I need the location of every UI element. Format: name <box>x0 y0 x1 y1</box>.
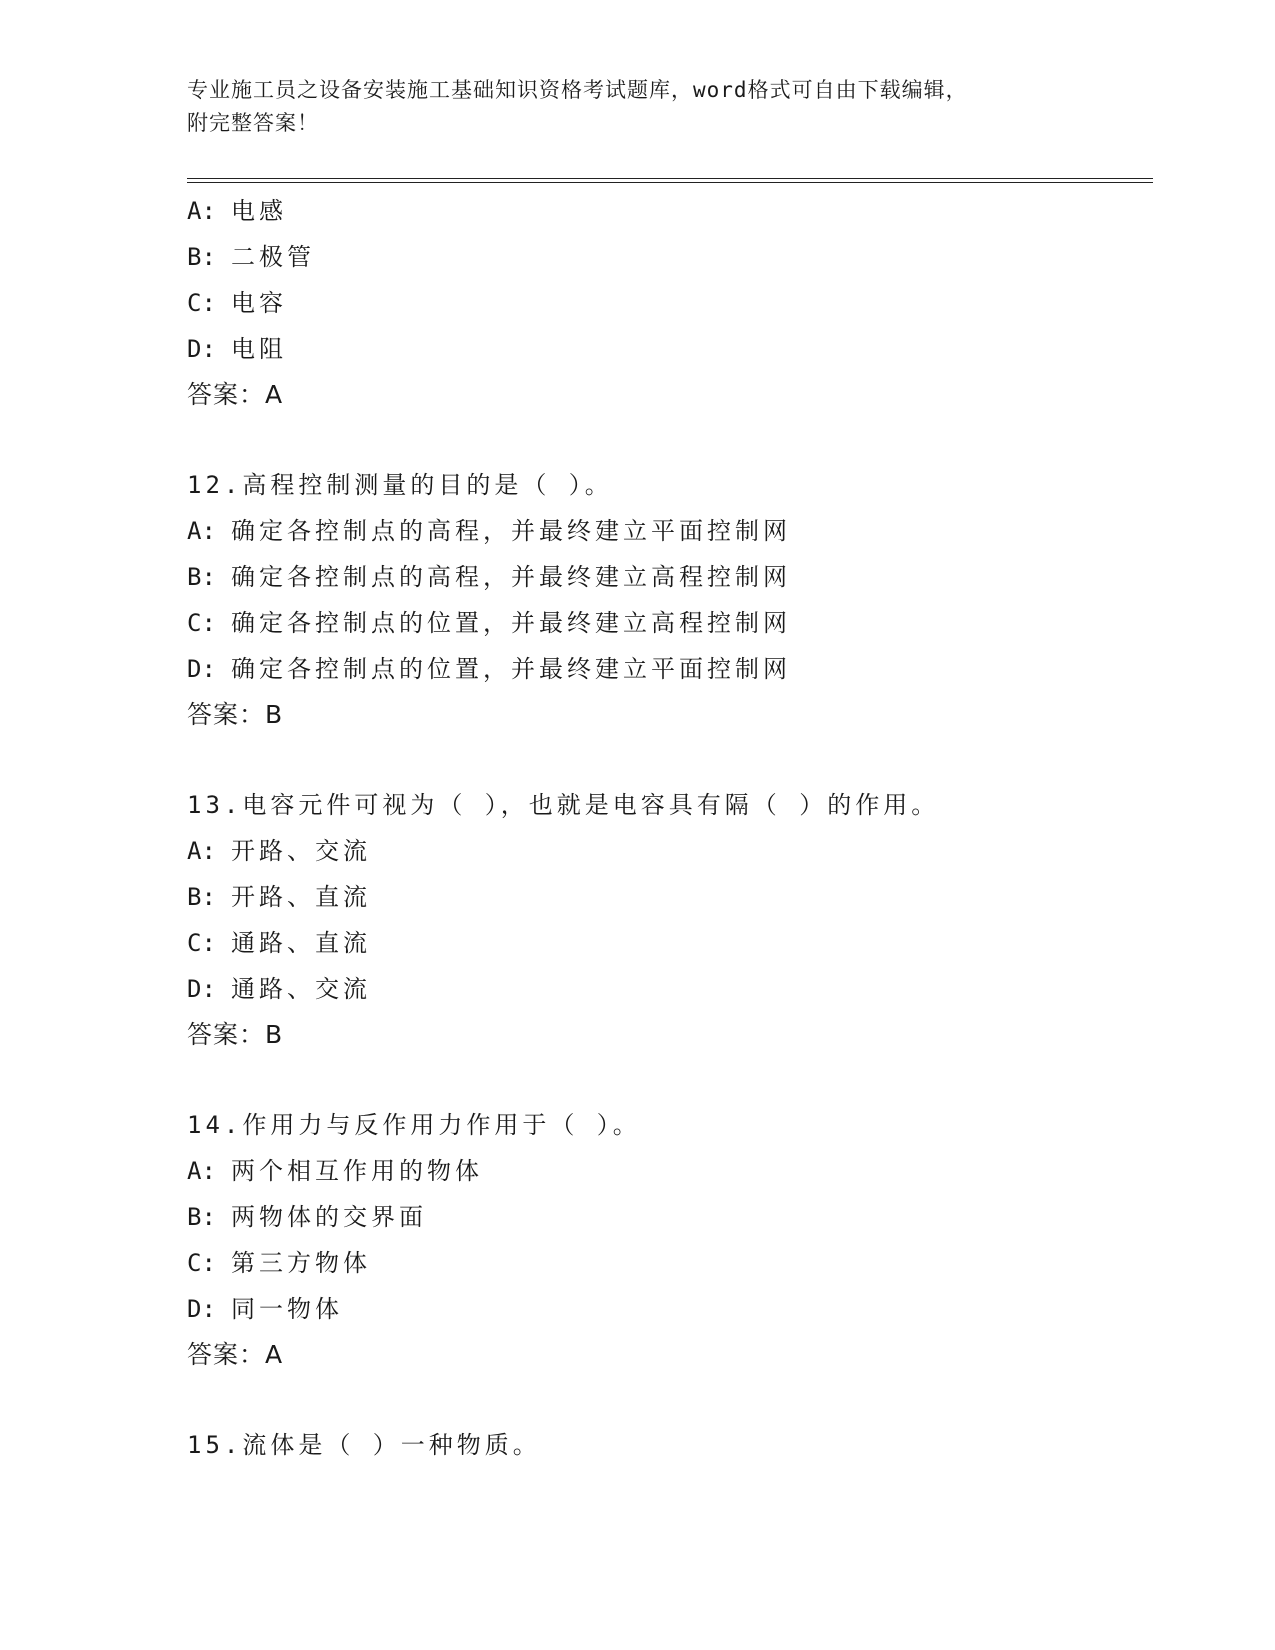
option-key: B: <box>187 1203 216 1231</box>
option-d <box>187 966 1153 1012</box>
option-key: D: <box>187 1295 216 1323</box>
option-key: D: <box>187 335 216 363</box>
option-c <box>187 1240 1153 1286</box>
option-c <box>187 920 1153 966</box>
question-block-14 <box>187 1102 1153 1378</box>
question-stem: 12.高程控制测量的目的是（ ）。 <box>187 471 613 499</box>
option-d <box>187 646 1153 692</box>
option-key: D: <box>187 655 216 683</box>
option-a <box>187 1148 1153 1194</box>
option-text: 电容 <box>231 289 287 317</box>
document-header <box>187 74 1127 140</box>
option-key: B: <box>187 563 216 591</box>
option-text: 第三方物体 <box>231 1249 371 1277</box>
option-text: 同一物体 <box>231 1295 343 1323</box>
answer-line: 答案：B <box>187 700 284 729</box>
option-text: 开路、直流 <box>231 883 371 911</box>
question-block-13 <box>187 782 1153 1058</box>
question-block-11 <box>187 188 1153 418</box>
option-text: 确定各控制点的高程，并最终建立高程控制网 <box>231 563 791 591</box>
option-c <box>187 280 1153 326</box>
option-key: C: <box>187 1249 216 1277</box>
option-a <box>187 188 1153 234</box>
answer-line: 答案：A <box>187 380 284 409</box>
option-a <box>187 508 1153 554</box>
header-divider <box>187 178 1153 183</box>
option-text: 确定各控制点的位置，并最终建立高程控制网 <box>231 609 791 637</box>
question-stem: 14.作用力与反作用力作用于（ ）。 <box>187 1111 641 1139</box>
option-text: 通路、交流 <box>231 975 371 1003</box>
header-line-1: 专业施工员之设备安装施工基础知识资格考试题库，word格式可自由下载编辑， <box>187 78 968 102</box>
option-text: 电感 <box>231 197 287 225</box>
option-key: C: <box>187 289 216 317</box>
option-d <box>187 326 1153 372</box>
option-b <box>187 554 1153 600</box>
question-block-15 <box>187 1422 1153 1468</box>
option-b <box>187 874 1153 920</box>
document-page <box>187 0 1153 1650</box>
option-key: C: <box>187 609 216 637</box>
header-line-2: 附完整答案！ <box>187 111 319 135</box>
option-d <box>187 1286 1153 1332</box>
option-text: 两个相互作用的物体 <box>231 1157 483 1185</box>
option-key: A: <box>187 1157 216 1185</box>
option-key: A: <box>187 517 216 545</box>
option-text: 二极管 <box>231 243 315 271</box>
option-a <box>187 828 1153 874</box>
spacer <box>187 418 1153 462</box>
option-text: 两物体的交界面 <box>231 1203 427 1231</box>
option-key: C: <box>187 929 216 957</box>
option-text: 确定各控制点的位置，并最终建立平面控制网 <box>231 655 791 683</box>
answer-line: 答案：B <box>187 1020 284 1049</box>
option-b <box>187 234 1153 280</box>
option-text: 开路、交流 <box>231 837 371 865</box>
question-block-12 <box>187 462 1153 738</box>
option-key: D: <box>187 975 216 1003</box>
spacer <box>187 1058 1153 1102</box>
question-stem: 13.电容元件可视为（ ），也就是电容具有隔（ ）的作用。 <box>187 791 940 819</box>
answer-line: 答案：A <box>187 1340 284 1369</box>
option-key: B: <box>187 243 216 271</box>
spacer <box>187 1378 1153 1422</box>
option-text: 确定各控制点的高程，并最终建立平面控制网 <box>231 517 791 545</box>
option-text: 电阻 <box>231 335 287 363</box>
option-key: A: <box>187 197 216 225</box>
option-b <box>187 1194 1153 1240</box>
option-key: A: <box>187 837 216 865</box>
spacer <box>187 738 1153 782</box>
option-text: 通路、直流 <box>231 929 371 957</box>
option-c <box>187 600 1153 646</box>
option-key: B: <box>187 883 216 911</box>
question-stem: 15.流体是（ ）一种物质。 <box>187 1431 541 1459</box>
question-list <box>187 188 1153 1468</box>
